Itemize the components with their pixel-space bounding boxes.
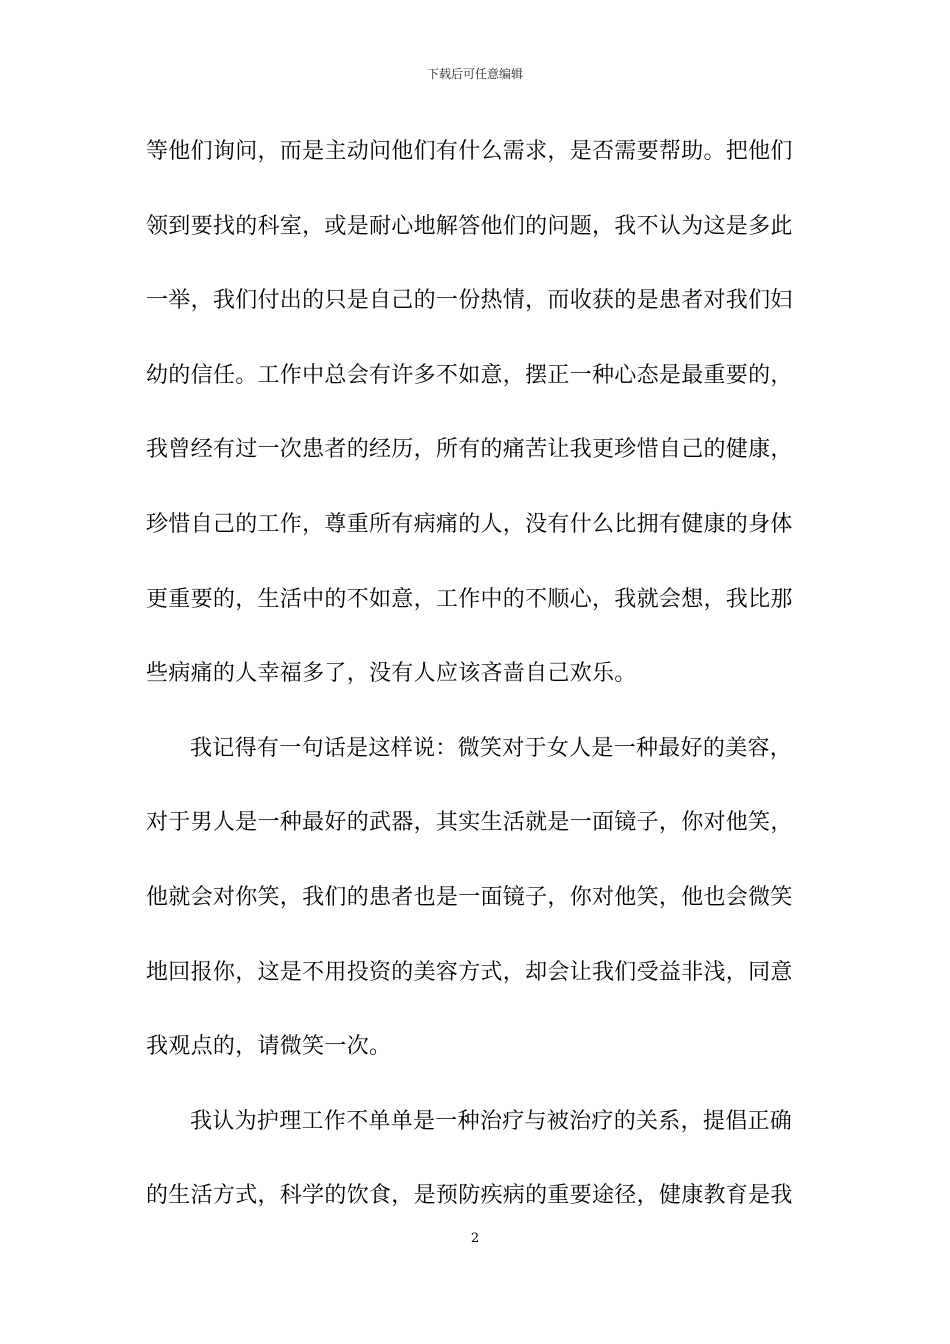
text-line: 珍惜自己的工作，尊重所有病痛的人，没有什么比拥有健康的身体 — [146, 511, 793, 537]
text-line: 幼的信任。工作中总会有许多不如意，摆正一种心态是最重要的， — [146, 362, 793, 388]
text-line: 等他们询问，而是主动问他们有什么需求，是否需要帮助。把他们 — [146, 139, 793, 164]
text-line: 更重要的，生活中的不如意，工作中的不顺心，我就会想，我比那 — [146, 586, 793, 612]
text-line: 他就会对你笑，我们的患者也是一面镜子，你对他笑，他也会微笑 — [146, 884, 793, 910]
text-line: 领到要找的科室，或是耐心地解答他们的问题，我不认为这是多此 — [146, 213, 793, 239]
text-line: 我观点的，请微笑一次。 — [146, 1034, 392, 1060]
page-header: 下载后可任意编辑 — [426, 67, 523, 81]
text-line: 些病痛的人幸福多了，没有人应该吝啬自己欢乐。 — [146, 661, 637, 687]
page-number: 2 — [470, 1231, 480, 1246]
document-body — [146, 128, 806, 1247]
text-line: 的生活方式，科学的饮食，是预防疾病的重要途径，健康教育是我 — [146, 1183, 793, 1209]
paragraph-first-line: 我认为护理工作不单单是一种治疗与被治疗的关系，提倡正确 — [190, 1108, 793, 1134]
text-line: 地回报你，这是不用投资的美容方式，却会让我们受益非浅，同意 — [146, 959, 793, 985]
text-line: 对于男人是一种最好的武器，其实生活就是一面镜子，你对他笑， — [146, 810, 793, 836]
text-line: 我曾经有过一次患者的经历，所有的痛苦让我更珍惜自己的健康， — [146, 437, 793, 463]
paragraph-first-line: 我记得有一句话是这样说：微笑对于女人是一种最好的美容， — [190, 735, 793, 761]
text-line: 一举，我们付出的只是自己的一份热情，而收获的是患者对我们妇 — [146, 288, 793, 314]
